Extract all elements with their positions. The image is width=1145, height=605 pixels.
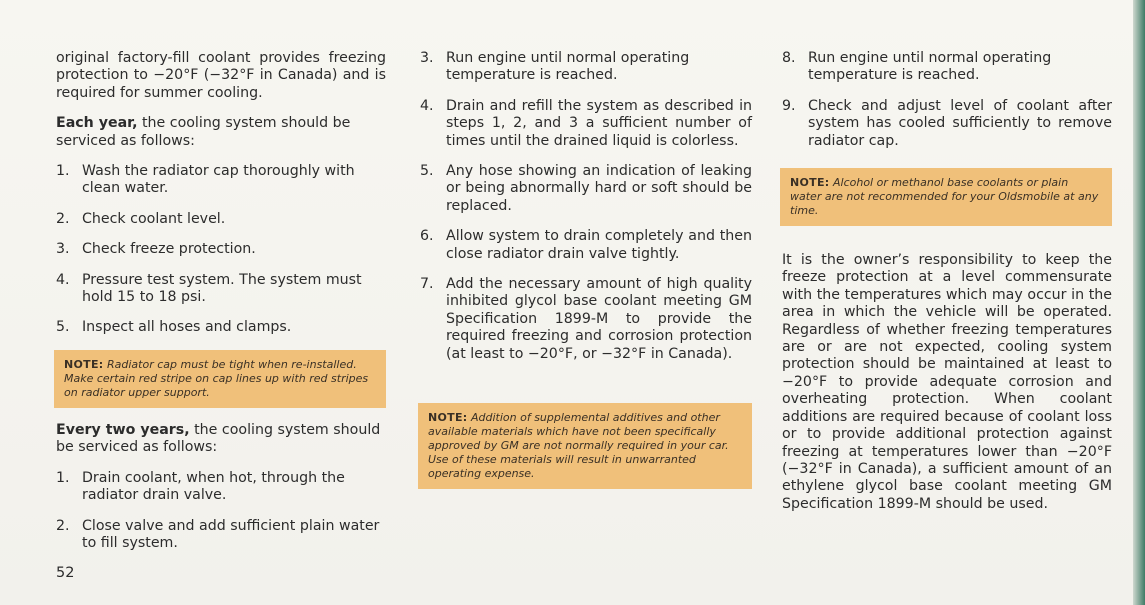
list-item-number: 5. bbox=[56, 319, 70, 336]
list-item-text: Check coolant level. bbox=[82, 210, 226, 227]
note-box-radiator-cap bbox=[54, 350, 386, 408]
list-item-text: Check freeze protection. bbox=[82, 241, 256, 258]
list-item bbox=[420, 163, 752, 215]
list-item-text: Add the necessary amount of high quality inhibited glycol base coolant meeting GM Specification 1899-M to provide the required freezing and corrosion protection (at least to −20°F, or −32°F in Canada). bbox=[446, 276, 752, 362]
column-right bbox=[782, 50, 1112, 526]
list-item-number: 2. bbox=[56, 210, 70, 227]
list-item-number: 7. bbox=[420, 276, 434, 293]
list-item bbox=[56, 211, 386, 228]
note-text: Alcohol or methanol base coolants or plain water are not recommended for your Oldsmobile at any time. bbox=[790, 176, 1099, 218]
list-item-text: Wash the radiator cap thoroughly with clean water. bbox=[82, 163, 355, 197]
list-item-text: Any hose showing an indication of leaking or being abnormally hard or soft should be replaced. bbox=[446, 163, 752, 214]
note-text: Addition of supplemental additives and other available materials which have not been specifically approved by GM are not normally required in your car. Use of these materials will result in unwarranted operating expense. bbox=[428, 411, 729, 481]
list-item bbox=[56, 272, 386, 307]
list-item bbox=[56, 319, 386, 336]
list-item-number: 9. bbox=[782, 97, 796, 114]
note-text: Radiator cap must be tight when re-installed. Make certain red stripe on cap lines up with red stripes on radiator upper support. bbox=[64, 357, 369, 399]
list-item bbox=[420, 98, 752, 150]
list-item-number: 3. bbox=[420, 50, 434, 66]
list-item-number: 8. bbox=[782, 50, 796, 66]
list-item-number: 1. bbox=[56, 163, 70, 180]
list-item-number: 2. bbox=[56, 517, 70, 534]
list-item-text: Drain and refill the system as described in steps 1, 2, and 3 a sufficient number of times until the drained liquid is colorless. bbox=[446, 97, 752, 149]
list-item-number: 5. bbox=[420, 163, 434, 180]
note-box-additives bbox=[418, 403, 752, 489]
list-item bbox=[782, 50, 1112, 85]
two-years-rest: the cooling system should be serviced as follows: bbox=[56, 421, 381, 456]
list-item bbox=[56, 163, 386, 198]
each-year-lead: Each year, bbox=[56, 115, 138, 132]
note-label: NOTE: bbox=[790, 176, 830, 190]
list-item bbox=[420, 276, 752, 363]
list-item-text: Allow system to drain completely and then close radiator drain valve tightly. bbox=[446, 228, 752, 262]
list-item-number: 6. bbox=[420, 228, 434, 245]
list-item bbox=[56, 470, 386, 505]
list-item bbox=[420, 228, 752, 263]
list-item-number: 1. bbox=[56, 469, 70, 486]
list-item-number: 3. bbox=[56, 241, 70, 258]
list-item-text: Pressure test system. The system must hold 15 to 18 psi. bbox=[82, 271, 362, 306]
page-number: 52 bbox=[56, 565, 75, 581]
list-item-text: Inspect all hoses and clamps. bbox=[82, 319, 292, 336]
list-item-text: Drain coolant, when hot, through the radiator drain valve. bbox=[82, 469, 345, 504]
note-box-coolant-type bbox=[780, 168, 1112, 226]
intro-paragraph: original factory-fill coolant provides freezing protection to −20°F (−32°F in Canada) and is required for summer cooling. bbox=[56, 50, 386, 101]
list-item-text: Check and adjust level of coolant after system has cooled sufficiently to remove radiator cap. bbox=[808, 97, 1112, 149]
list-item-number: 4. bbox=[420, 97, 434, 114]
list-item-text: Run engine until normal operating temperature is reached. bbox=[446, 50, 690, 84]
each-year-rest: the cooling system should be serviced as follows: bbox=[56, 115, 351, 149]
note-label: NOTE: bbox=[64, 357, 104, 371]
two-years-heading bbox=[56, 422, 386, 457]
list-item bbox=[56, 241, 386, 258]
each-year-heading bbox=[56, 115, 386, 150]
list-item bbox=[420, 50, 752, 85]
page-edge bbox=[1133, 0, 1145, 605]
two-years-lead: Every two years, bbox=[56, 421, 190, 438]
responsibility-paragraph: It is the owner’s responsibility to keep the freeze protection at a level commensurate with the temperatures which may occur in the area in which the vehicle will be operated. Regardless of whether freezing temperatures are or are not expected, cooling system protection should be maintained at least to −20°F to provide adequate corrosion and overheating protection. When coolant additions are required because of coolant loss or to provide additional protection against freezing at temperatures lower than −20°F (−32°F in Canada), a sufficient amount of an ethylene glycol base coolant meeting GM Specification 1899-M should be used. bbox=[782, 252, 1112, 512]
list-item-text: Run engine until normal operating temperature is reached. bbox=[808, 50, 1052, 84]
list-item-number: 4. bbox=[56, 271, 70, 288]
note-label: NOTE: bbox=[428, 411, 468, 425]
list-item-text: Close valve and add sufficient plain water to fill system. bbox=[82, 517, 380, 551]
list-item bbox=[782, 98, 1112, 150]
list-item bbox=[56, 518, 386, 553]
column-left bbox=[56, 50, 386, 565]
column-middle bbox=[420, 50, 752, 503]
